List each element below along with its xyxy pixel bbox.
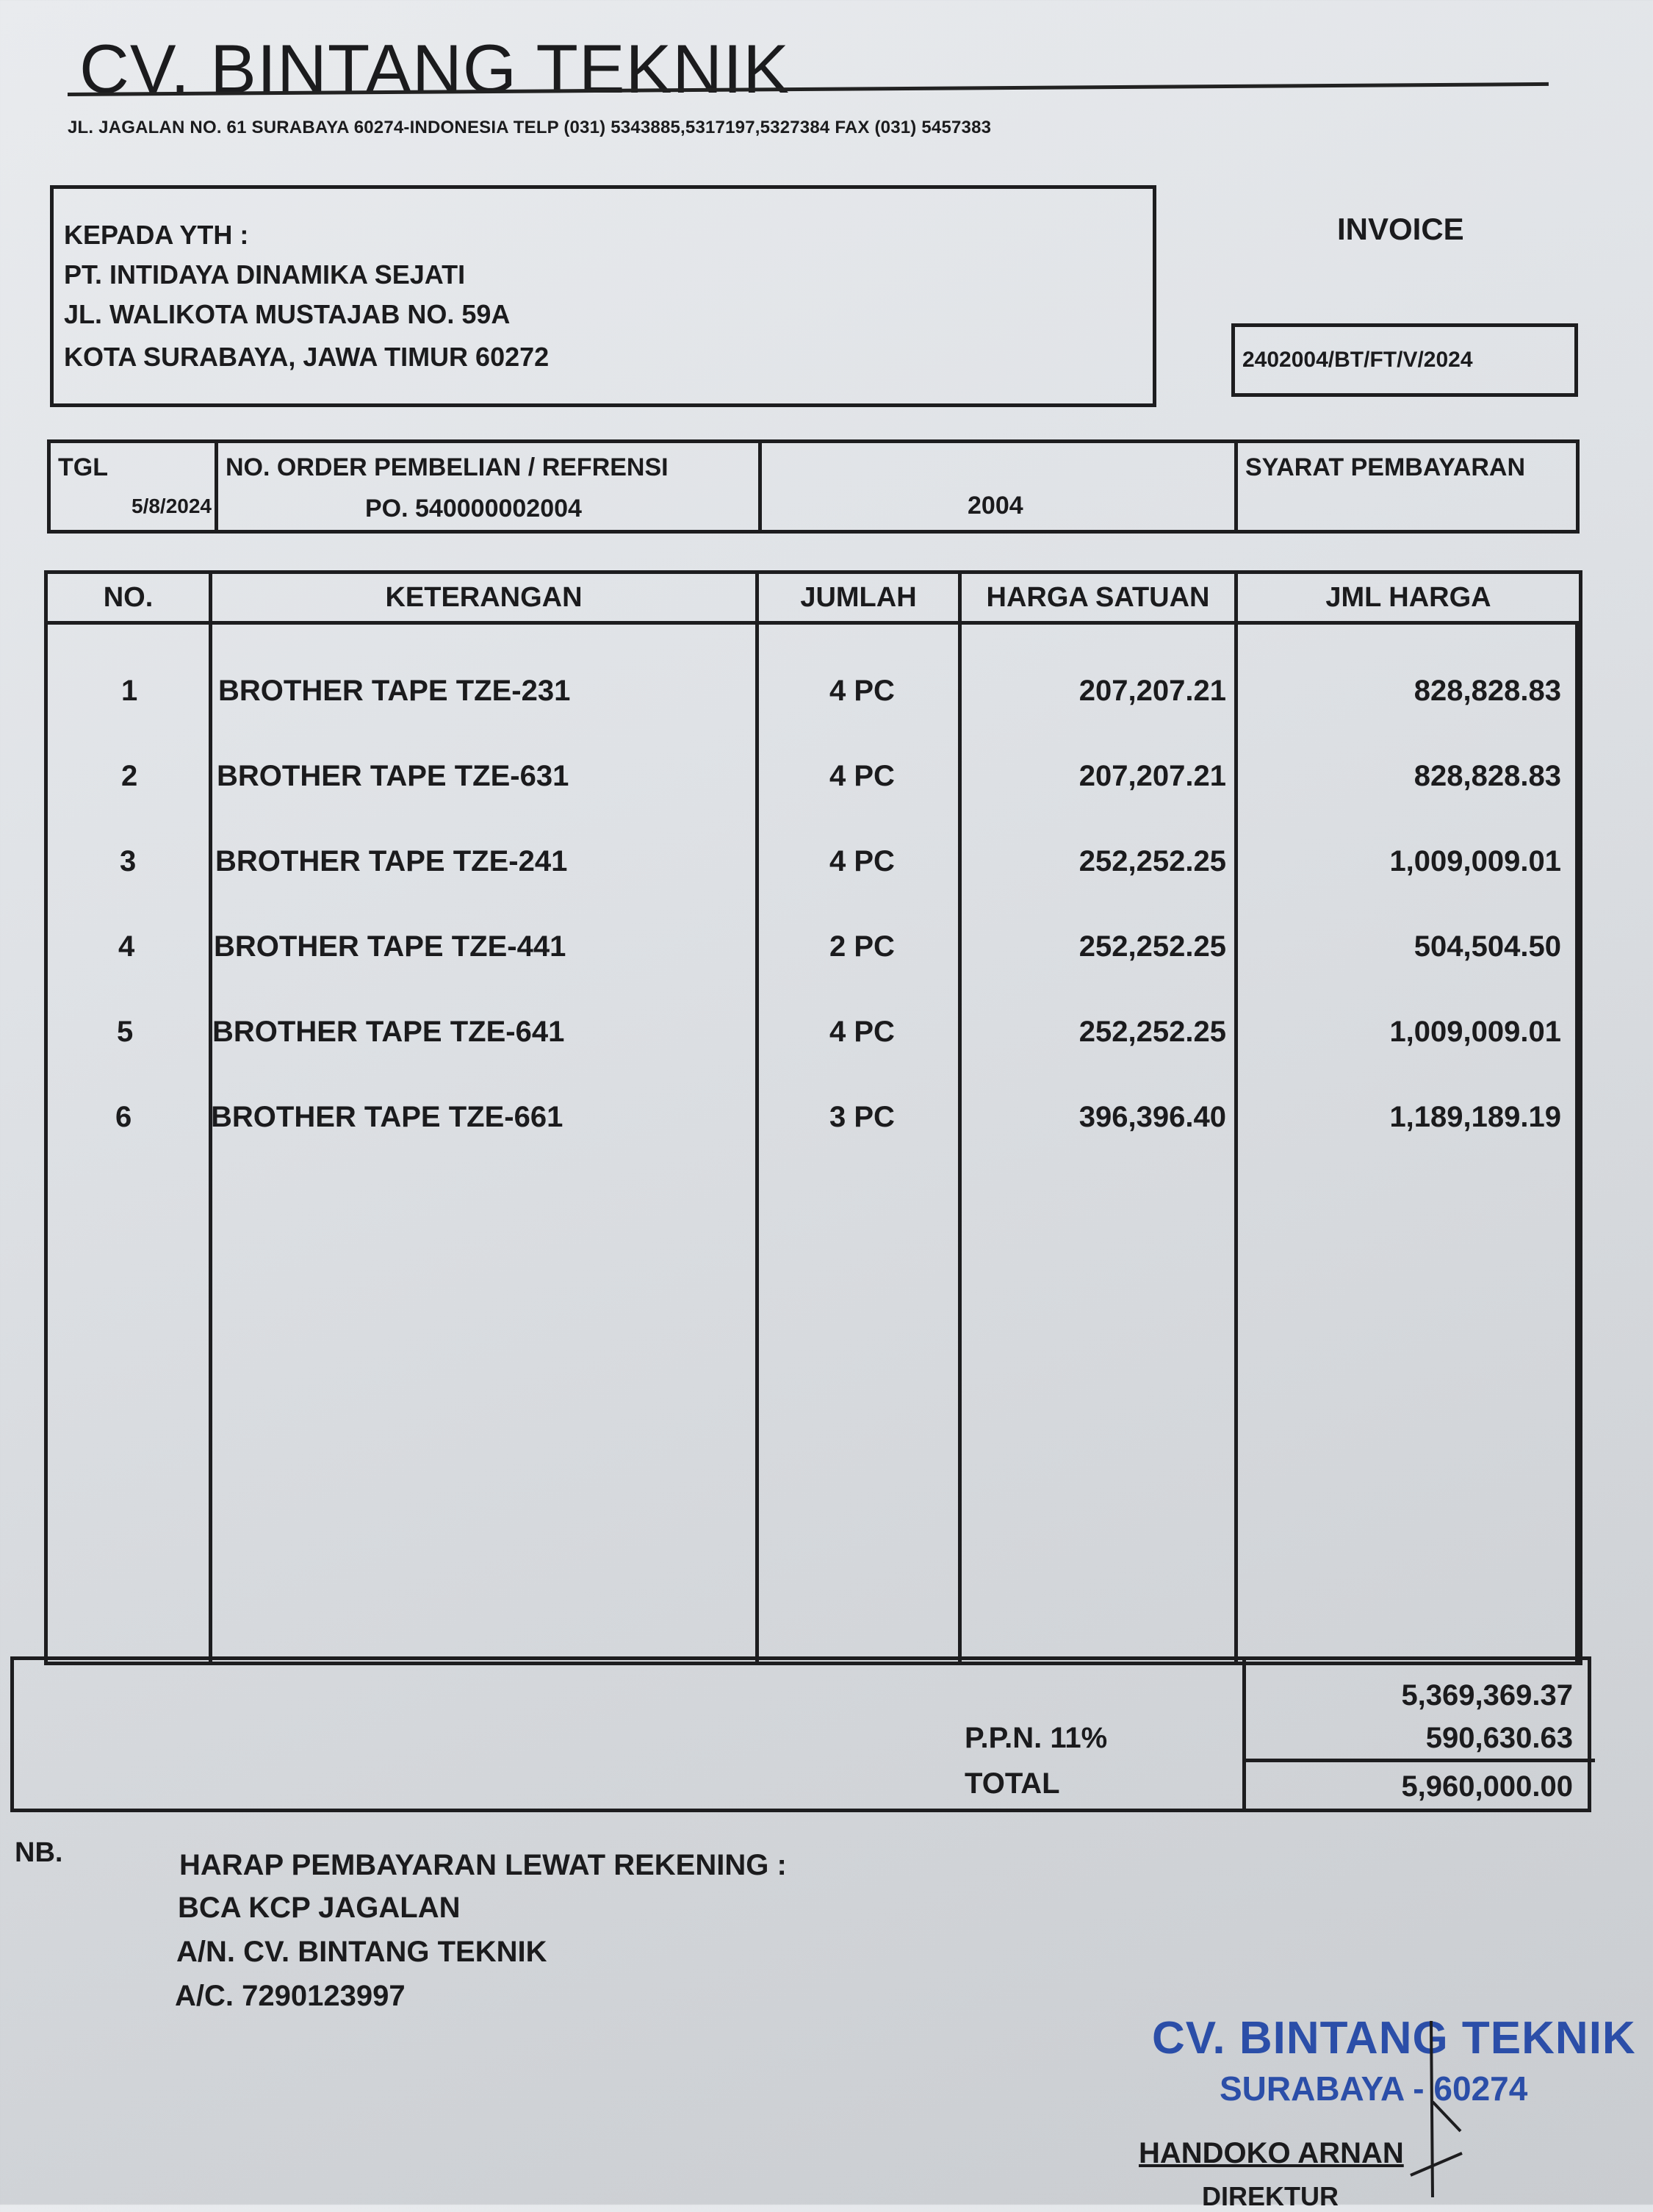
row-amount: 828,828.83 — [1413, 675, 1561, 707]
row-unit-price: 252,252.25 — [1078, 845, 1226, 877]
po-number: PO. 540000002004 — [365, 495, 582, 523]
summary-box — [10, 1656, 1591, 1812]
payment-account-name: A/N. CV. BINTANG TEKNIK — [176, 1936, 547, 1968]
row-description: BROTHER TAPE TZE-641 — [212, 1016, 565, 1048]
terms-label: SYARAT PEMBAYARAN — [1245, 453, 1526, 481]
invoice-number — [1231, 323, 1578, 397]
payment-bank: BCA KCP JAGALAN — [178, 1892, 461, 1924]
header-no: NO. — [48, 574, 212, 621]
total-label: TOTAL — [965, 1767, 1060, 1800]
invoice-title: INVOICE — [1337, 212, 1464, 246]
recipient-heading: KEPADA YTH : — [64, 220, 249, 250]
table-row — [48, 661, 1579, 720]
recipient-box — [50, 185, 1156, 407]
invoice-number-text: 2402004/BT/FT/V/2024 — [1242, 348, 1473, 372]
row-unit-price: 252,252.25 — [1078, 1016, 1226, 1048]
row-description: BROTHER TAPE TZE-241 — [215, 845, 568, 877]
row-unit-price: 207,207.21 — [1078, 760, 1226, 792]
row-amount: 504,504.50 — [1413, 930, 1561, 963]
table-row — [48, 917, 1579, 976]
row-description: BROTHER TAPE TZE-631 — [217, 760, 569, 792]
signatory-name: HANDOKO ARNAN — [1139, 2137, 1404, 2169]
table-row — [48, 747, 1579, 805]
header-amount: JML HARGA — [1325, 581, 1491, 613]
tax-value: 590,630.63 — [1425, 1722, 1573, 1754]
reference-table — [47, 439, 1580, 534]
row-description: BROTHER TAPE TZE-441 — [214, 930, 566, 963]
row-unit-price: 252,252.25 — [1078, 930, 1226, 963]
payment-instruction: HARAP PEMBAYARAN LEWAT REKENING : — [179, 1849, 787, 1881]
row-quantity: 4 PC — [829, 675, 895, 707]
ref-cell — [762, 443, 1238, 530]
items-table — [44, 570, 1582, 1665]
signature-mark — [1396, 2014, 1484, 2205]
row-quantity: 3 PC — [829, 1101, 895, 1133]
row-amount: 1,009,009.01 — [1389, 845, 1561, 877]
po-cell — [218, 443, 762, 530]
items-header — [48, 574, 1579, 625]
company-name: CV. BINTANG TEKNIK — [79, 30, 790, 107]
recipient-city: KOTA SURABAYA, JAWA TIMUR 60272 — [64, 342, 550, 372]
row-no: 5 — [117, 1016, 134, 1048]
table-row — [48, 1088, 1579, 1146]
subtotal-value: 5,369,369.37 — [1401, 1679, 1573, 1712]
row-description: BROTHER TAPE TZE-231 — [218, 675, 571, 707]
row-no: 4 — [118, 930, 135, 963]
table-row — [48, 832, 1579, 891]
header-description: KETERANGAN — [212, 574, 759, 621]
row-amount: 1,009,009.01 — [1389, 1016, 1561, 1048]
reference-number: 2004 — [968, 492, 1023, 520]
date-cell — [51, 443, 218, 530]
row-quantity: 4 PC — [829, 1016, 895, 1048]
po-label: NO. ORDER PEMBELIAN / REFRENSI — [226, 453, 669, 481]
invoice-date: 5/8/2024 — [132, 495, 212, 517]
row-quantity: 2 PC — [829, 930, 895, 963]
payment-account-number: A/C. 7290123997 — [175, 1980, 406, 2012]
tax-label: P.P.N. 11% — [965, 1722, 1108, 1754]
row-description: BROTHER TAPE TZE-661 — [211, 1101, 563, 1133]
total-value: 5,960,000.00 — [1401, 1770, 1573, 1803]
row-no: 3 — [120, 845, 137, 877]
recipient-street: JL. WALIKOTA MUSTAJAB NO. 59A — [64, 299, 511, 329]
stamp-company: CV. BINTANG TEKNIK — [1152, 2013, 1636, 2064]
row-no: 2 — [121, 760, 138, 792]
nb-label: NB. — [15, 1837, 63, 1868]
header-quantity: JUMLAH — [759, 574, 962, 621]
row-no: 1 — [121, 675, 138, 707]
signatory-title: DIREKTUR — [1202, 2181, 1339, 2211]
row-amount: 828,828.83 — [1413, 760, 1561, 792]
recipient-name: PT. INTIDAYA DINAMIKA SEJATI — [64, 259, 466, 290]
row-quantity: 4 PC — [829, 760, 895, 792]
items-body — [48, 625, 1579, 1662]
terms-cell — [1238, 443, 1576, 530]
row-quantity: 4 PC — [829, 845, 895, 877]
stamp-city: SURABAYA - 60274 — [1220, 2069, 1528, 2108]
row-unit-price: 396,396.40 — [1078, 1101, 1226, 1133]
row-unit-price: 207,207.21 — [1078, 675, 1226, 707]
header-unit-price: HARGA SATUAN — [962, 574, 1238, 621]
table-row — [48, 1002, 1579, 1061]
row-no: 6 — [115, 1101, 132, 1133]
row-amount: 1,189,189.19 — [1389, 1101, 1561, 1133]
date-label: TGL — [58, 453, 108, 481]
company-address: JL. JAGALAN NO. 61 SURABAYA 60274-INDONESIA TELP (031) 5343885,5317197,5327384 FAX (031) 5457383 — [68, 118, 992, 137]
company-stamp — [1152, 2012, 1636, 2108]
